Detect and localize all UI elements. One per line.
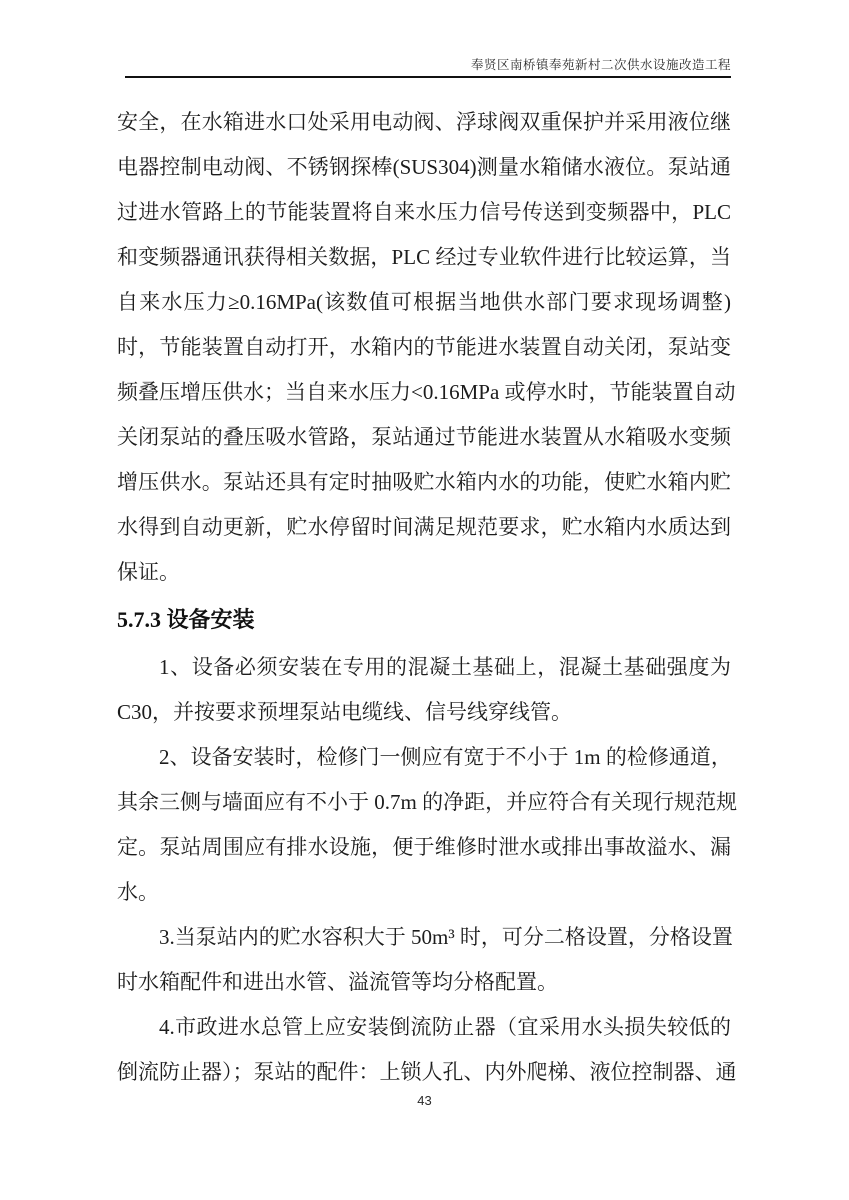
- header-project-title: 奉贤区南桥镇奉苑新村二次供水设施改造工程: [470, 58, 731, 72]
- text-line: 水。: [117, 880, 159, 904]
- text-line: 4.市政进水总管上应安装倒流防止器（宜采用水头损失较低的: [159, 1015, 731, 1039]
- text-line: 1、设备必须安装在专用的混凝土基础上，混凝土基础强度为: [159, 655, 731, 679]
- text-line: 倒流防止器）；泵站的配件：上锁人孔、内外爬梯、液位控制器、通: [117, 1060, 737, 1084]
- text-line: 频叠压增压供水；当自来水压力<0.16MPa 或停水时，节能装置自动: [117, 380, 736, 404]
- text-line: 保证。: [117, 560, 180, 584]
- text-line: 2、设备安装时，检修门一侧应有宽于不小于 1m 的检修通道，: [159, 745, 732, 769]
- text-line: 自来水压力≥0.16MPa(该数值可根据当地供水部门要求现场调整): [117, 290, 731, 314]
- section-heading: 5.7.3 设备安装: [117, 607, 255, 632]
- text-line: 3.当泵站内的贮水容积大于 50m³ 时，可分二格设置，分格设置: [159, 925, 733, 949]
- page-header: [125, 57, 731, 78]
- text-line: 电器控制电动阀、不锈钢探棒(SUS304)测量水箱储水液位。泵站通: [117, 155, 731, 179]
- page-number: 43: [417, 1093, 432, 1108]
- text-line: 定。泵站周围应有排水设施，便于维修时泄水或排出事故溢水、漏: [117, 835, 731, 859]
- header-rule: [125, 76, 731, 78]
- text-line: 过进水管路上的节能装置将自来水压力信号传送到变频器中，PLC: [117, 200, 731, 224]
- text-line: 水得到自动更新，贮水停留时间满足规范要求，贮水箱内水质达到: [117, 515, 731, 539]
- page-footer: [0, 1092, 849, 1110]
- text-line: 关闭泵站的叠压吸水管路，泵站通过节能进水装置从水箱吸水变频: [117, 425, 731, 449]
- text-line: 时，节能装置自动打开，水箱内的节能进水装置自动关闭，泵站变: [117, 335, 731, 359]
- text-line: 和变频器通讯获得相关数据，PLC 经过专业软件进行比较运算，当: [117, 245, 731, 269]
- text-line: 增压供水。泵站还具有定时抽吸贮水箱内水的功能，使贮水箱内贮: [117, 470, 731, 494]
- text-line: 时水箱配件和进出水管、溢流管等均分格配置。: [117, 970, 558, 994]
- text-line: 其余三侧与墙面应有不小于 0.7m 的净距，并应符合有关现行规范规: [117, 790, 738, 814]
- text-line: C30，并按要求预埋泵站电缆线、信号线穿线管。: [117, 700, 573, 724]
- document-body: [117, 100, 738, 1095]
- text-line: 安全，在水箱进水口处采用电动阀、浮球阀双重保护并采用液位继: [117, 110, 731, 134]
